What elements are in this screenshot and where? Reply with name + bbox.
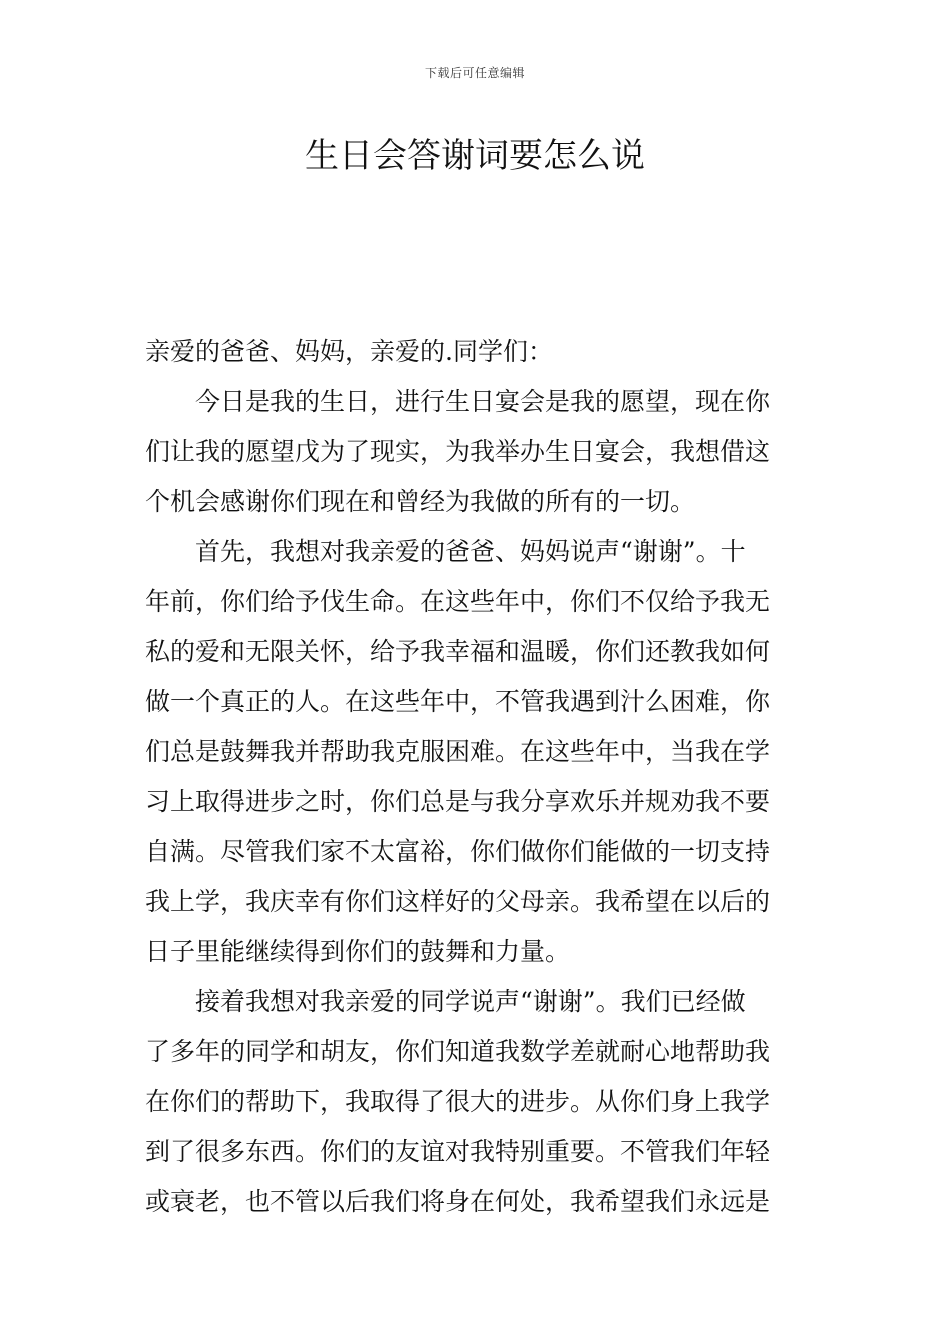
text-line: 私的爱和无限关怀，给予我幸福和温暖，你们还教我如何 [145,637,771,666]
text-line: 们总是鼓舞我并帮助我克服困难。在这些年中，当我在学 [145,737,771,766]
text-line: 首先，我想对我亲爱的爸爸、妈妈说声“谢谢”。十 [195,537,746,566]
text-line: 我上学，我庆幸有你们这样好的父母亲。我希望在以后的 [145,887,771,916]
text-line: 或衰老，也不管以后我们将身在何处，我希望我们永远是 [145,1187,771,1216]
text-line: 年前，你们给予伐生命。在这些年中，你们不仅给予我无 [145,587,771,616]
text-line: 习上取得进步之时，你们总是与我分享欢乐并规劝我不要 [145,787,771,816]
text-line: 个机会感谢你们现在和曾经为我做的所有的一切。 [145,487,696,516]
header-note: 下载后可任意编辑 [424,66,525,80]
page-title: 生日会答谢词要怎么说 [305,136,645,176]
text-line: 到了很多东西。你们的友谊对我特别重要。不管我们年轻 [145,1137,771,1166]
body-text [145,327,809,1227]
text-line: 接着我想对我亲爱的同学说声“谢谢”。我们已经做 [195,987,746,1016]
text-line: 做一个真正的人。在这些年中，不管我遇到汁么困难，你 [145,687,771,716]
text-line: 们让我的愿望戊为了现实，为我举办生日宴会，我想借这 [145,437,771,466]
text-line: 了多年的同学和胡友，你们知道我数学差就耐心地帮助我 [145,1037,771,1066]
text-line: 在你们的帮助下，我取得了很大的进步。从你们身上我学 [145,1087,771,1116]
text-line: 今日是我的生日，进行生日宴会是我的愿望，现在你 [195,387,771,416]
text-line: 自满。尽管我们家不太富裕，你们做你们能做的一切支持 [145,837,771,866]
text-line: 亲爱的爸爸、妈妈，亲爱的.同学们： [145,337,553,366]
text-line: 日子里能继续得到你们的鼓舞和力量。 [145,937,571,966]
